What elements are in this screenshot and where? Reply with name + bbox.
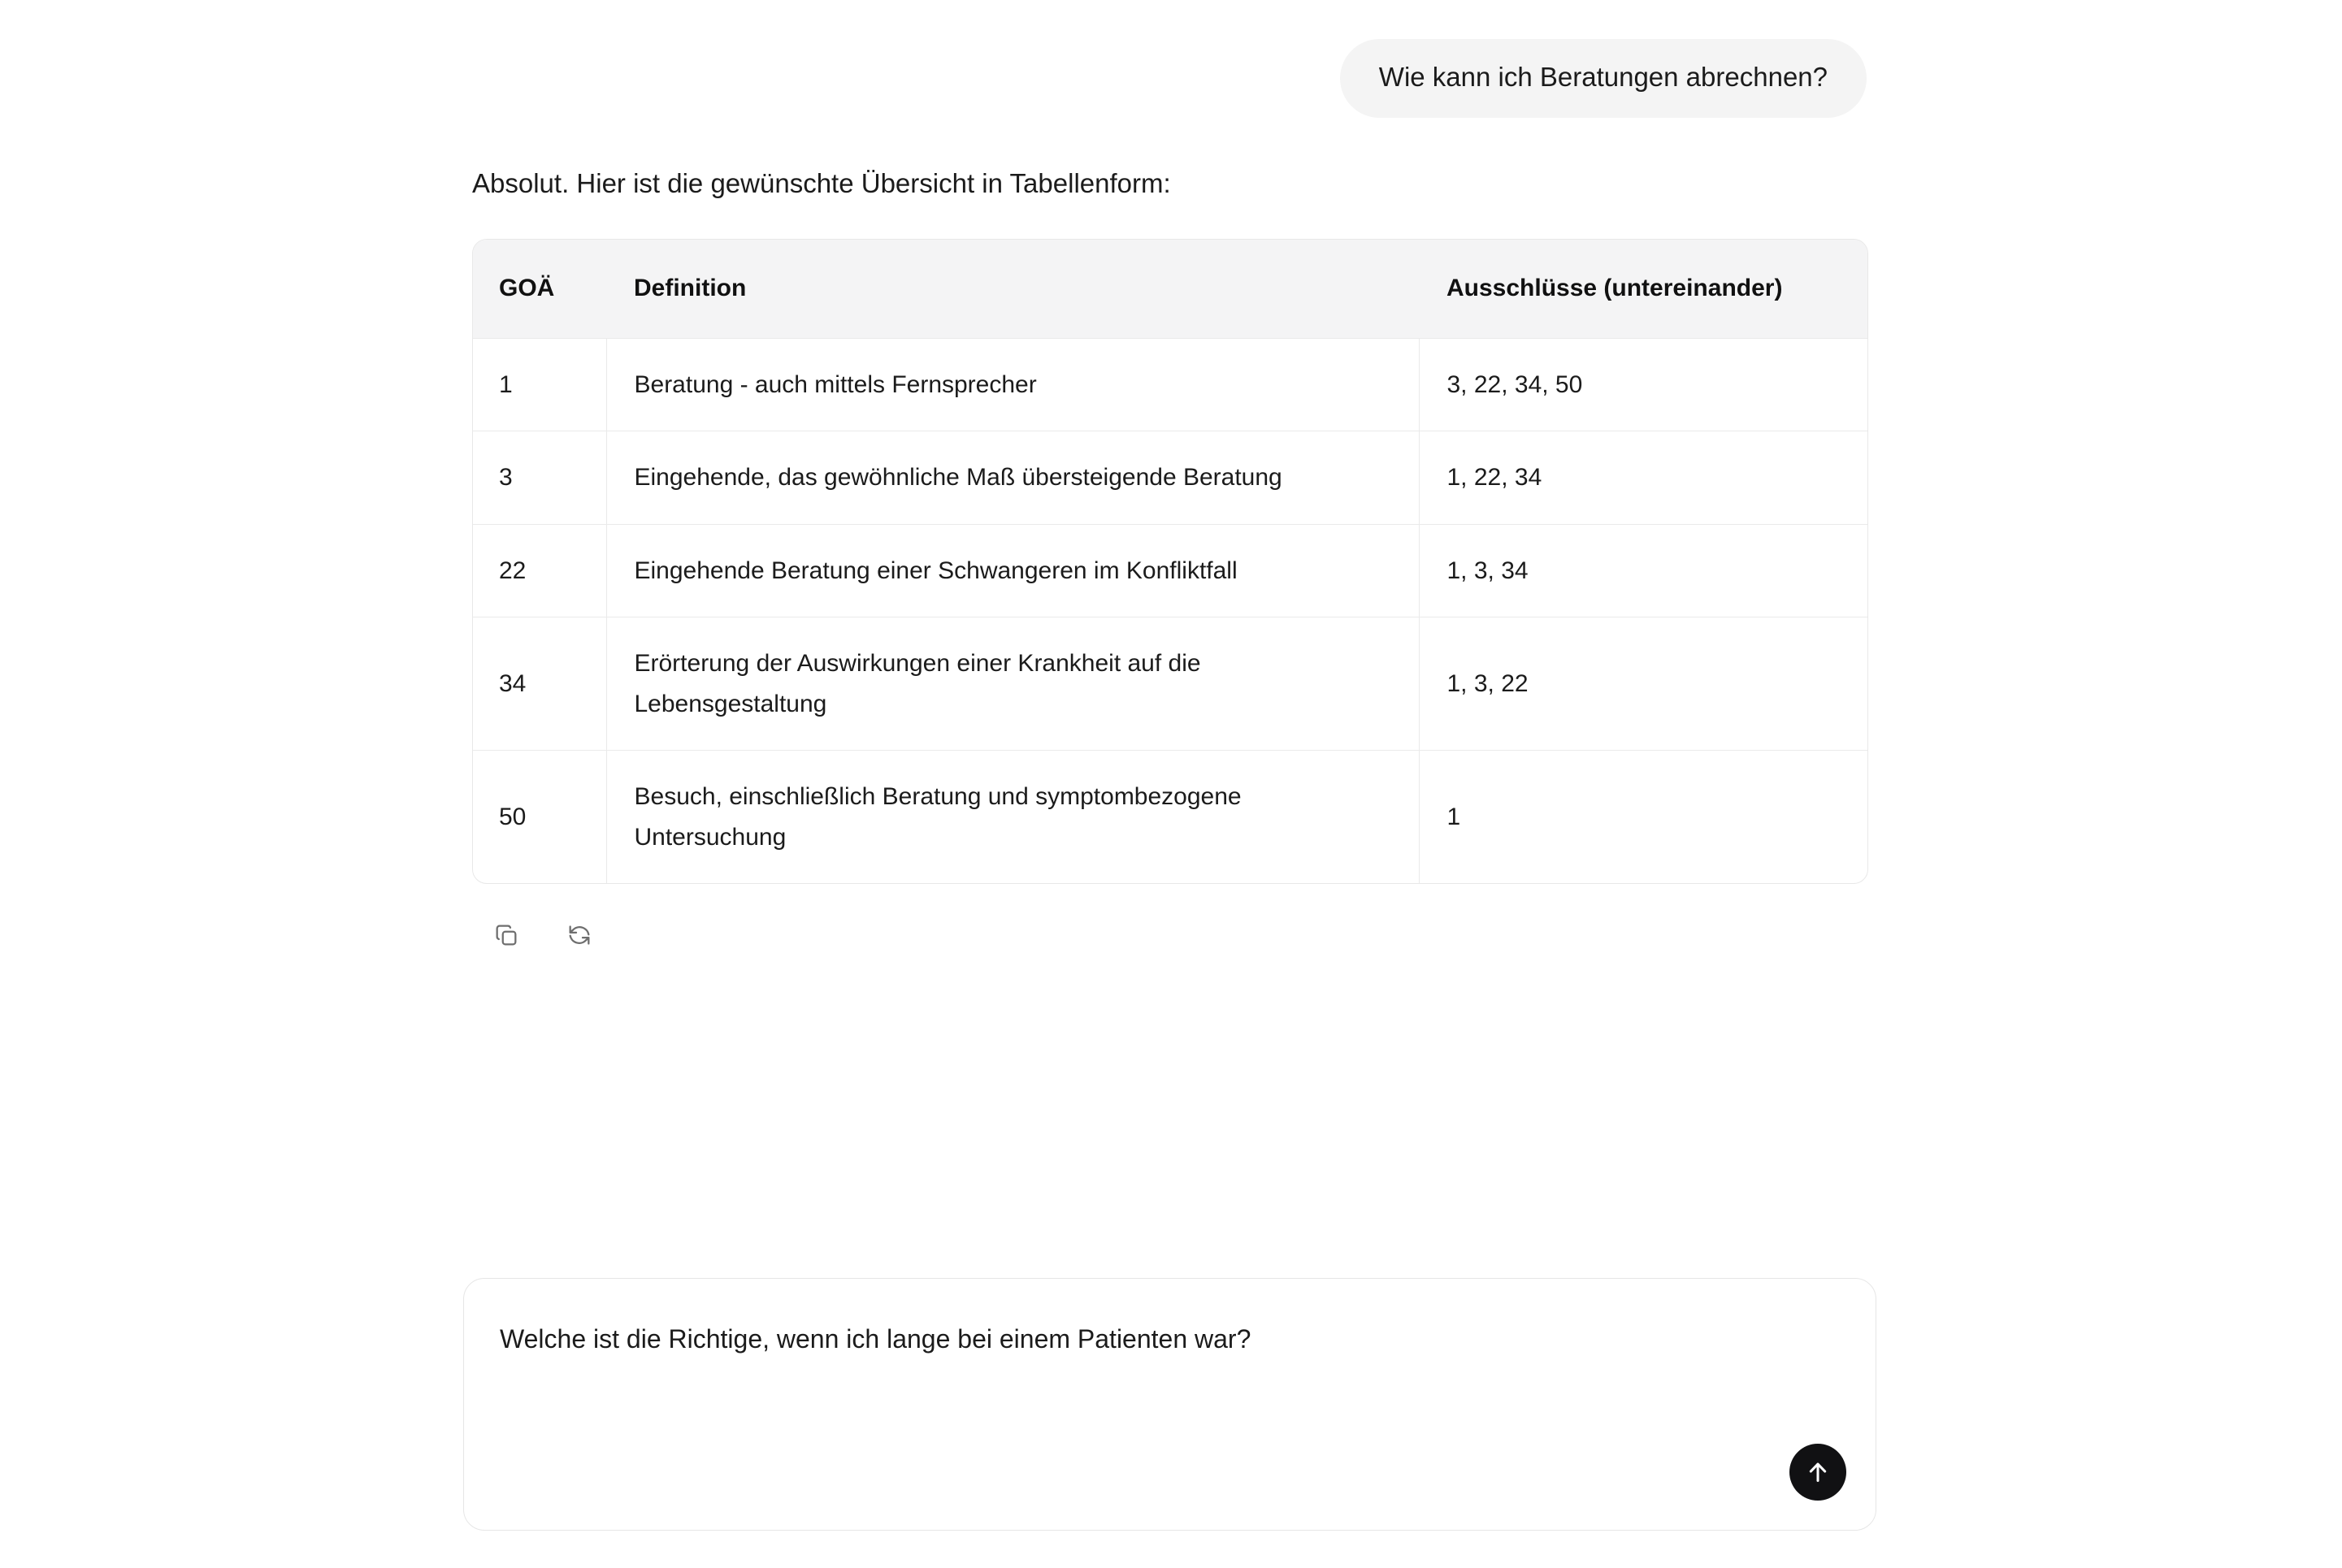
user-message-bubble [1340, 39, 1867, 118]
send-button[interactable] [1789, 1444, 1846, 1501]
copy-icon [492, 921, 520, 949]
cell-goa: 50 [473, 751, 606, 884]
table-row [473, 431, 1867, 525]
cell-ausschluesse: 1, 22, 34 [1419, 431, 1867, 525]
user-message-row [472, 0, 1867, 118]
copy-button[interactable] [488, 916, 525, 954]
regenerate-button[interactable] [561, 916, 598, 954]
assistant-intro-text: Absolut. Hier ist die gewünschte Übersicht in Tabellenform: [472, 167, 1171, 198]
message-composer[interactable] [463, 1278, 1876, 1531]
cell-ausschluesse: 1, 3, 34 [1419, 524, 1867, 617]
cell-definition: Eingehende Beratung einer Schwangeren im Konfliktfall [606, 524, 1419, 617]
user-message-text: Wie kann ich Beratungen abrechnen? [1378, 62, 1828, 92]
goa-table [473, 240, 1867, 883]
cell-goa: 3 [473, 431, 606, 525]
table-header-row [473, 240, 1867, 338]
column-header-definition: Definition [606, 240, 1419, 338]
cell-ausschluesse: 3, 22, 34, 50 [1419, 338, 1867, 431]
message-actions [472, 884, 1867, 954]
goa-table-container [472, 239, 1868, 884]
cell-goa: 34 [473, 617, 606, 751]
cell-goa: 22 [473, 524, 606, 617]
table-row [473, 751, 1867, 884]
cell-ausschluesse: 1, 3, 22 [1419, 617, 1867, 751]
cell-goa: 1 [473, 338, 606, 431]
column-header-ausschluesse: Ausschlüsse (untereinander) [1419, 240, 1867, 338]
table-body [473, 338, 1867, 883]
table-row [473, 617, 1867, 751]
table-head [473, 240, 1867, 338]
cell-definition: Besuch, einschließlich Beratung und symptombezogene Untersuchung [606, 751, 1419, 884]
cell-definition: Erörterung der Auswirkungen einer Krankheit auf die Lebensgestaltung [606, 617, 1419, 751]
refresh-icon [566, 921, 593, 949]
conversation-thread [472, 0, 1867, 954]
cell-ausschluesse: 1 [1419, 751, 1867, 884]
arrow-up-icon [1803, 1458, 1832, 1487]
column-header-goa: GOÄ [473, 240, 606, 338]
table-row [473, 524, 1867, 617]
cell-definition: Eingehende, das gewöhnliche Maß übersteigende Beratung [606, 431, 1419, 525]
assistant-message [472, 118, 1867, 955]
table-row [473, 338, 1867, 431]
message-input[interactable] [498, 1319, 1811, 1359]
cell-definition: Beratung - auch mittels Fernsprecher [606, 338, 1419, 431]
